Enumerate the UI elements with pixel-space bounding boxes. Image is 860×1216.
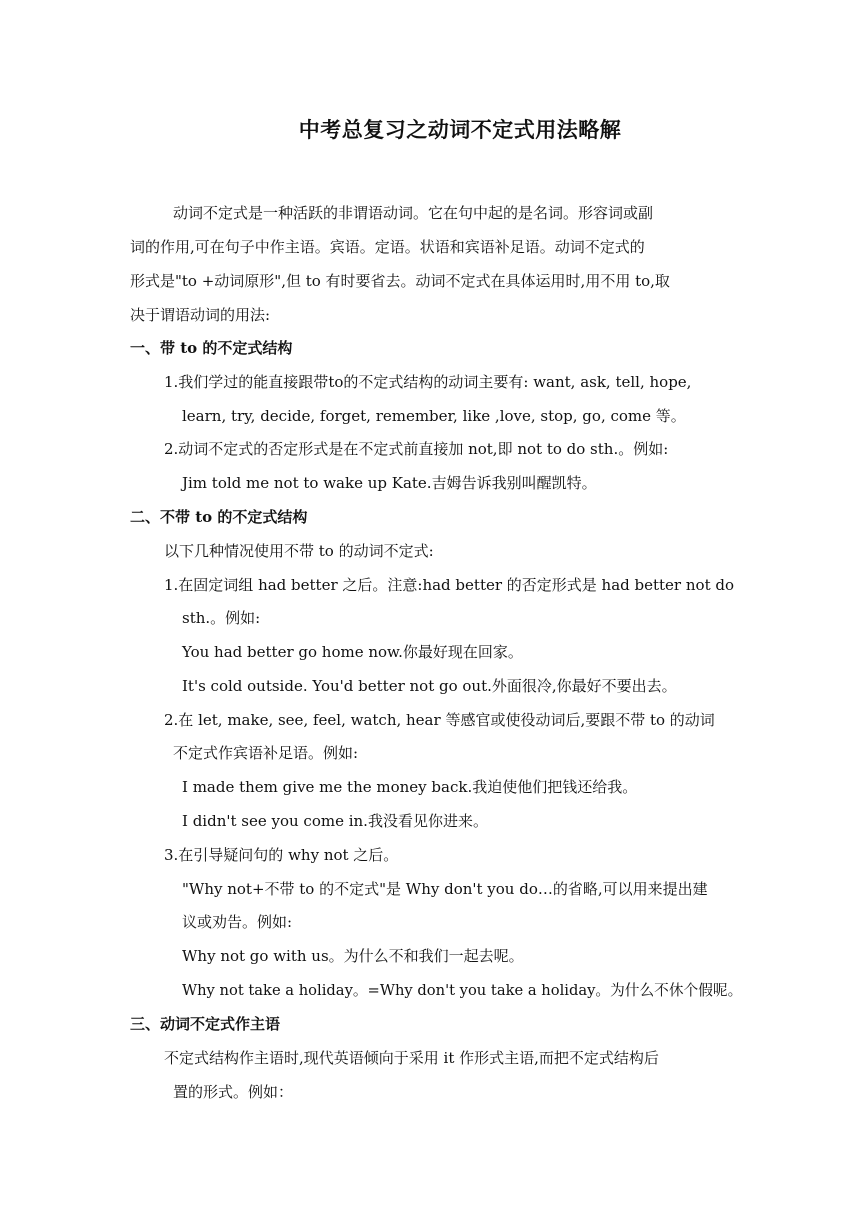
section1-line-1: 1.我们学过的能直接跟带to的不定式结构的动词主要有: want, ask, tell, hope, bbox=[164, 373, 692, 391]
section-heading-3: 三、动词不定式作主语 bbox=[130, 1015, 281, 1033]
section2-line-1: 以下几种情况使用不带 to 的动词不定式: bbox=[164, 542, 434, 560]
section2-line-11: "Why not+不带 to 的不定式"是 Why don't you do…的省略,可以用来提出建 bbox=[182, 880, 708, 898]
section-heading-2: 二、不带 to 的不定式结构 bbox=[130, 508, 308, 526]
section3-line-1: 不定式结构作主语时,现代英语倾向于采用 it 作形式主语,而把不定式结构后 bbox=[164, 1049, 659, 1067]
section2-line-4: You had better go home now.你最好现在回家。 bbox=[182, 643, 523, 661]
intro-line-1: 动词不定式是一种活跃的非谓语动词。它在句中起的是名词。形容词或副 bbox=[173, 204, 654, 222]
section3-line-2: 置的形式。例如： bbox=[173, 1083, 294, 1101]
section2-line-8: I made them give me the money back.我迫使他们把钱还给我。 bbox=[182, 778, 638, 796]
section1-line-4: Jim told me not to wake up Kate.吉姆告诉我别叫醒凯特。 bbox=[182, 474, 597, 492]
section2-line-3: sth.。例如: bbox=[182, 609, 261, 627]
section2-line-6: 2.在 let, make, see, feel, watch, hear 等感官或使役动词后,要跟不带 to 的动词 bbox=[164, 711, 715, 729]
section2-line-12: 议或劝告。例如: bbox=[182, 913, 293, 931]
section1-line-2: learn, try, decide, forget, remember, like ,love, stop, go, come 等。 bbox=[182, 407, 686, 425]
section2-line-9: I didn't see you come in.我没看见你进来。 bbox=[182, 812, 488, 830]
section-heading-1: 一、带 to 的不定式结构 bbox=[130, 339, 293, 357]
section2-line-5: It's cold outside. You'd better not go out.外面很冷,你最好不要出去。 bbox=[182, 677, 677, 695]
intro-line-2: 词的作用,可在句子中作主语。宾语。定语。状语和宾语补足语。动词不定式的 bbox=[130, 238, 645, 256]
section1-line-3: 2.动词不定式的否定形式是在不定式前直接加 not,即 not to do sth.。例如: bbox=[164, 440, 669, 458]
section2-line-7: 不定式作宾语补足语。例如: bbox=[173, 744, 359, 762]
section2-line-10: 3.在引导疑问句的 why not 之后。 bbox=[164, 846, 399, 864]
section2-line-14: Why not take a holiday。=Why don't you take a holiday。为什么不休个假呢。 bbox=[182, 981, 743, 999]
section2-line-2: 1.在固定词组 had better 之后。注意:had better 的否定形式是 had better not do bbox=[164, 576, 734, 594]
intro-line-4: 决于谓语动词的用法: bbox=[130, 306, 271, 324]
document-title: 中考总复习之动词不定式用法略解 bbox=[298, 117, 622, 142]
intro-line-3: 形式是"to +动词原形",但 to 有时要省去。动词不定式在具体运用时,用不用 to,取 bbox=[130, 272, 670, 290]
section2-line-13: Why not go with us。为什么不和我们一起去呢。 bbox=[182, 947, 524, 965]
